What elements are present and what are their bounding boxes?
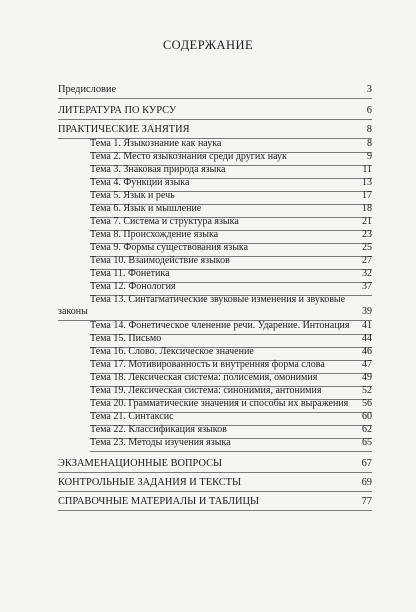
toc-entry-practical <box>58 124 372 139</box>
toc-entry-label: Тема 5. Язык и речь <box>90 190 175 201</box>
toc-entry-label: Тема 9. Формы существования языка <box>90 242 249 253</box>
toc-entry-page: 65 <box>362 437 372 448</box>
toc-entry-reference-materials <box>58 496 372 511</box>
toc-entry-page: 49 <box>362 372 372 383</box>
toc-entry-exam-questions <box>58 458 372 473</box>
toc-entry-label: ПРАКТИЧЕСКИЕ ЗАНЯТИЯ <box>58 124 190 135</box>
toc-entry-label: ЛИТЕРАТУРА ПО КУРСУ <box>58 105 177 116</box>
toc-entry-label: СПРАВОЧНЫЕ МАТЕРИАЛЫ И ТАБЛИЦЫ <box>58 496 260 507</box>
toc-entry-label: Тема 20. Грамматические значения и способы их выражения <box>90 398 349 409</box>
toc-entry-page: 6 <box>366 105 372 116</box>
toc-entry-label: Тема 16. Слово. Лексическое значение <box>90 346 254 357</box>
toc-entry-page: 62 <box>362 424 372 435</box>
toc-entry-page: 41 <box>362 320 372 331</box>
toc-entry-label: Тема 11. Фонетика <box>90 268 170 279</box>
toc-entry-label: Тема 6. Язык и мышление <box>90 203 202 214</box>
toc-entry-label: Тема 3. Знаковая природа языка <box>90 164 226 175</box>
toc-entry-label: Тема 22. Классификация языков <box>90 424 227 435</box>
toc-entry-page: 3 <box>366 84 372 95</box>
toc-entry-topic-23 <box>90 437 372 452</box>
toc-entry-page: 39 <box>362 306 372 317</box>
toc-entry-label: Тема 7. Система и структура языка <box>90 216 239 227</box>
toc-entry-label-continuation: законы <box>58 306 88 317</box>
toc-entry-page: 47 <box>362 359 372 370</box>
toc-entry-page: 56 <box>362 398 372 409</box>
toc-entry-label: Предисловие <box>58 84 117 95</box>
toc-entry-page: 60 <box>362 411 372 422</box>
toc-entry-page: 18 <box>362 203 372 214</box>
toc-entry-page: 21 <box>362 216 372 227</box>
toc-entry-page: 27 <box>362 255 372 266</box>
toc-entry-page: 37 <box>362 281 372 292</box>
toc-entry-page: 52 <box>362 385 372 396</box>
toc-entry-label: КОНТРОЛЬНЫЕ ЗАДАНИЯ И ТЕКСТЫ <box>58 477 242 488</box>
toc-entry-label: Тема 10. Взаимодействие языков <box>90 255 230 266</box>
toc-entry-preface <box>58 84 372 99</box>
toc-entry-topic-13 <box>90 294 372 306</box>
toc-entry-label: Тема 18. Лексическая система: полисемия, омонимия <box>90 372 318 383</box>
toc-entry-page: 32 <box>362 268 372 279</box>
toc-entry-page: 23 <box>362 229 372 240</box>
toc-entry-label: Тема 8. Происхождение языка <box>90 229 219 240</box>
toc-entry-label: Тема 21. Синтаксис <box>90 411 174 422</box>
toc-entry-control-tasks <box>58 477 372 492</box>
toc-entry-label: Тема 15. Письмо <box>90 333 162 344</box>
toc-entry-label: ЭКЗАМЕНАЦИОННЫЕ ВОПРОСЫ <box>58 458 223 469</box>
toc-entry-page: 44 <box>362 333 372 344</box>
toc-entry-page: 11 <box>362 164 372 175</box>
toc-entry-label: Тема 4. Функции языка <box>90 177 190 188</box>
page-title: СОДЕРЖАНИЕ <box>162 38 254 52</box>
toc-entry-label: Тема 23. Методы изучения языка <box>90 437 231 448</box>
toc-entry-label: Тема 12. Фонология <box>90 281 176 292</box>
toc-entry-label: Тема 2. Место языкознания среди других наук <box>90 151 287 162</box>
toc-entry-label: Тема 19. Лексическая система: синонимия, антонимия <box>90 385 322 396</box>
toc-entry-label: Тема 1. Языкознание как наука <box>90 138 222 149</box>
toc-entry-page: 77 <box>361 496 372 507</box>
toc-entry-page: 9 <box>367 151 372 162</box>
toc-entry-label: Тема 17. Мотивированность и внутренняя форма слова <box>90 359 325 370</box>
toc-entry-page: 69 <box>361 477 372 488</box>
toc-entry-page: 67 <box>361 458 372 469</box>
toc-entry-page: 8 <box>367 138 372 149</box>
toc-entry-page: 46 <box>362 346 372 357</box>
toc-entry-page: 17 <box>362 190 372 201</box>
toc-entry-page: 13 <box>362 177 372 188</box>
toc-entry-label: Тема 13. Синтагматические звуковые изменения и звуковые <box>90 294 346 305</box>
toc-entry-label: Тема 14. Фонетическое членение речи. Ударение. Интонация <box>90 320 350 331</box>
toc-entry-literature <box>58 105 372 120</box>
toc-entry-page: 8 <box>366 124 372 135</box>
toc-entry-page: 25 <box>362 242 372 253</box>
toc-entry-topic-13-cont <box>58 306 372 321</box>
